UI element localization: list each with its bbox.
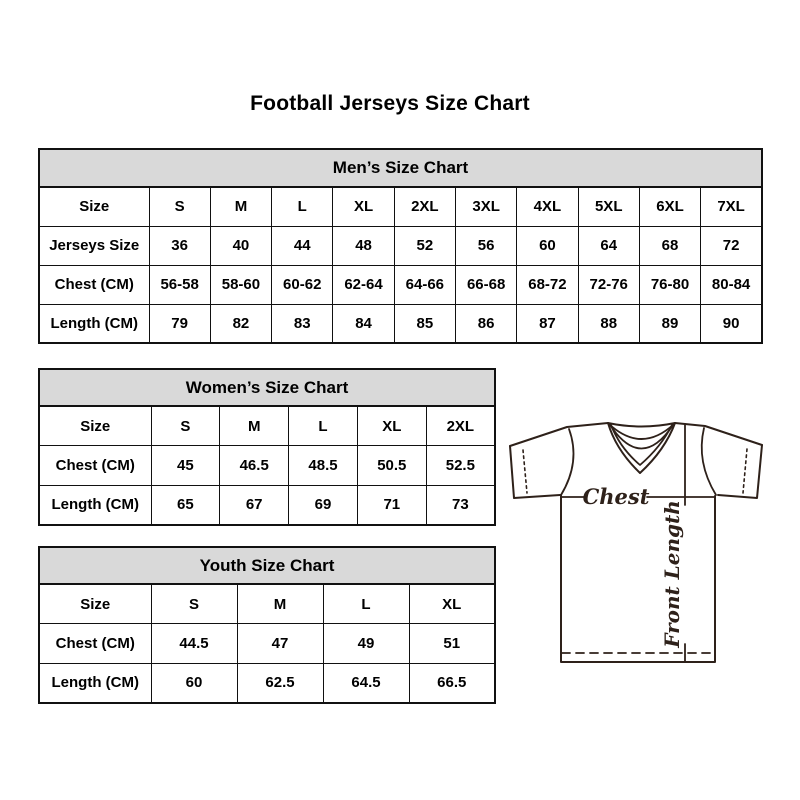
column-header: M	[220, 406, 289, 446]
table-cell: 62.5	[237, 663, 323, 703]
table-cell: 40	[210, 226, 271, 265]
table-cell: 82	[210, 304, 271, 343]
column-header: Size	[39, 187, 149, 226]
table-cell: 67	[220, 485, 289, 525]
table-cell: 65	[151, 485, 220, 525]
column-header: L	[323, 584, 409, 624]
table-cell: 44	[272, 226, 333, 265]
row-label: Length (CM)	[39, 304, 149, 343]
table-row	[39, 265, 762, 304]
column-header: XL	[357, 406, 426, 446]
table-cell: 90	[701, 304, 762, 343]
chest-label: Chest	[582, 484, 650, 509]
table-row	[39, 369, 495, 406]
column-header: L	[289, 406, 358, 446]
column-header: M	[237, 584, 323, 624]
table-cell: 79	[149, 304, 210, 343]
table-cell: 66.5	[409, 663, 495, 703]
table-cell: 44.5	[151, 624, 237, 664]
column-header: 3XL	[455, 187, 516, 226]
womens-table-title: Women’s Size Chart	[39, 369, 495, 406]
table-cell: 48	[333, 226, 394, 265]
column-header: S	[151, 584, 237, 624]
table-cell: 71	[357, 485, 426, 525]
table-cell: 76-80	[639, 265, 700, 304]
page-title: Football Jerseys Size Chart	[250, 92, 530, 115]
table-cell: 60-62	[272, 265, 333, 304]
table-cell: 36	[149, 226, 210, 265]
table-cell: 85	[394, 304, 455, 343]
column-header: 2XL	[426, 406, 495, 446]
table-row	[39, 624, 495, 664]
table-row	[39, 547, 495, 584]
table-cell: 46.5	[220, 446, 289, 486]
table-cell: 58-60	[210, 265, 271, 304]
row-label: Jerseys Size	[39, 226, 149, 265]
table-cell: 86	[455, 304, 516, 343]
table-cell: 51	[409, 624, 495, 664]
column-header: 7XL	[701, 187, 762, 226]
jersey-left-sleeve	[510, 446, 560, 498]
table-cell: 64-66	[394, 265, 455, 304]
table-cell: 89	[639, 304, 700, 343]
row-label: Chest (CM)	[39, 624, 151, 664]
table-cell: 73	[426, 485, 495, 525]
table-cell: 68-72	[517, 265, 578, 304]
table-row	[39, 584, 495, 624]
jersey-left-armhole-seam	[561, 429, 574, 495]
column-header: XL	[409, 584, 495, 624]
row-label: Length (CM)	[39, 485, 151, 525]
table-cell: 56	[455, 226, 516, 265]
table-cell: 62-64	[333, 265, 394, 304]
table-cell: 52.5	[426, 446, 495, 486]
youth-size-table	[38, 546, 496, 704]
column-header: 5XL	[578, 187, 639, 226]
jersey-illustration	[500, 402, 775, 677]
jersey-left-shoulder	[510, 423, 608, 446]
jersey-collar-top	[608, 423, 675, 427]
jersey-right-shoulder	[675, 423, 762, 445]
front-length-label: Front Length	[660, 500, 684, 648]
table-cell: 87	[517, 304, 578, 343]
table-cell: 52	[394, 226, 455, 265]
table-cell: 88	[578, 304, 639, 343]
row-label: Chest (CM)	[39, 265, 149, 304]
table-row	[39, 304, 762, 343]
table-row	[39, 149, 762, 187]
youth-table-title: Youth Size Chart	[39, 547, 495, 584]
table-cell: 60	[151, 663, 237, 703]
jersey-body	[561, 495, 715, 662]
table-cell: 48.5	[289, 446, 358, 486]
table-cell: 64	[578, 226, 639, 265]
table-cell: 50.5	[357, 446, 426, 486]
womens-size-table	[38, 368, 496, 526]
table-cell: 45	[151, 446, 220, 486]
table-cell: 69	[289, 485, 358, 525]
jersey-left-cuff-stitch	[523, 450, 527, 493]
column-header: Size	[39, 584, 151, 624]
table-cell: 84	[333, 304, 394, 343]
jersey-diagram	[500, 402, 775, 677]
column-header: M	[210, 187, 271, 226]
table-row	[39, 663, 495, 703]
table-row	[39, 446, 495, 486]
table-row	[39, 226, 762, 265]
mens-table-title: Men’s Size Chart	[39, 149, 762, 187]
mens-size-table	[38, 148, 763, 344]
table-cell: 68	[639, 226, 700, 265]
jersey-right-sleeve	[718, 445, 762, 498]
jersey-right-cuff-stitch	[743, 449, 747, 493]
column-header: S	[149, 187, 210, 226]
table-cell: 64.5	[323, 663, 409, 703]
table-cell: 72	[701, 226, 762, 265]
row-label: Length (CM)	[39, 663, 151, 703]
row-label: Chest (CM)	[39, 446, 151, 486]
table-cell: 60	[517, 226, 578, 265]
column-header: XL	[333, 187, 394, 226]
column-header: L	[272, 187, 333, 226]
table-cell: 66-68	[455, 265, 516, 304]
table-cell: 80-84	[701, 265, 762, 304]
column-header: 4XL	[517, 187, 578, 226]
table-cell: 56-58	[149, 265, 210, 304]
table-cell: 49	[323, 624, 409, 664]
column-header: 2XL	[394, 187, 455, 226]
table-cell: 83	[272, 304, 333, 343]
jersey-right-armhole-seam	[702, 428, 716, 495]
table-row	[39, 485, 495, 525]
table-cell: 47	[237, 624, 323, 664]
table-cell: 72-76	[578, 265, 639, 304]
column-header: 6XL	[639, 187, 700, 226]
column-header: Size	[39, 406, 151, 446]
column-header: S	[151, 406, 220, 446]
table-row	[39, 406, 495, 446]
table-row	[39, 187, 762, 226]
